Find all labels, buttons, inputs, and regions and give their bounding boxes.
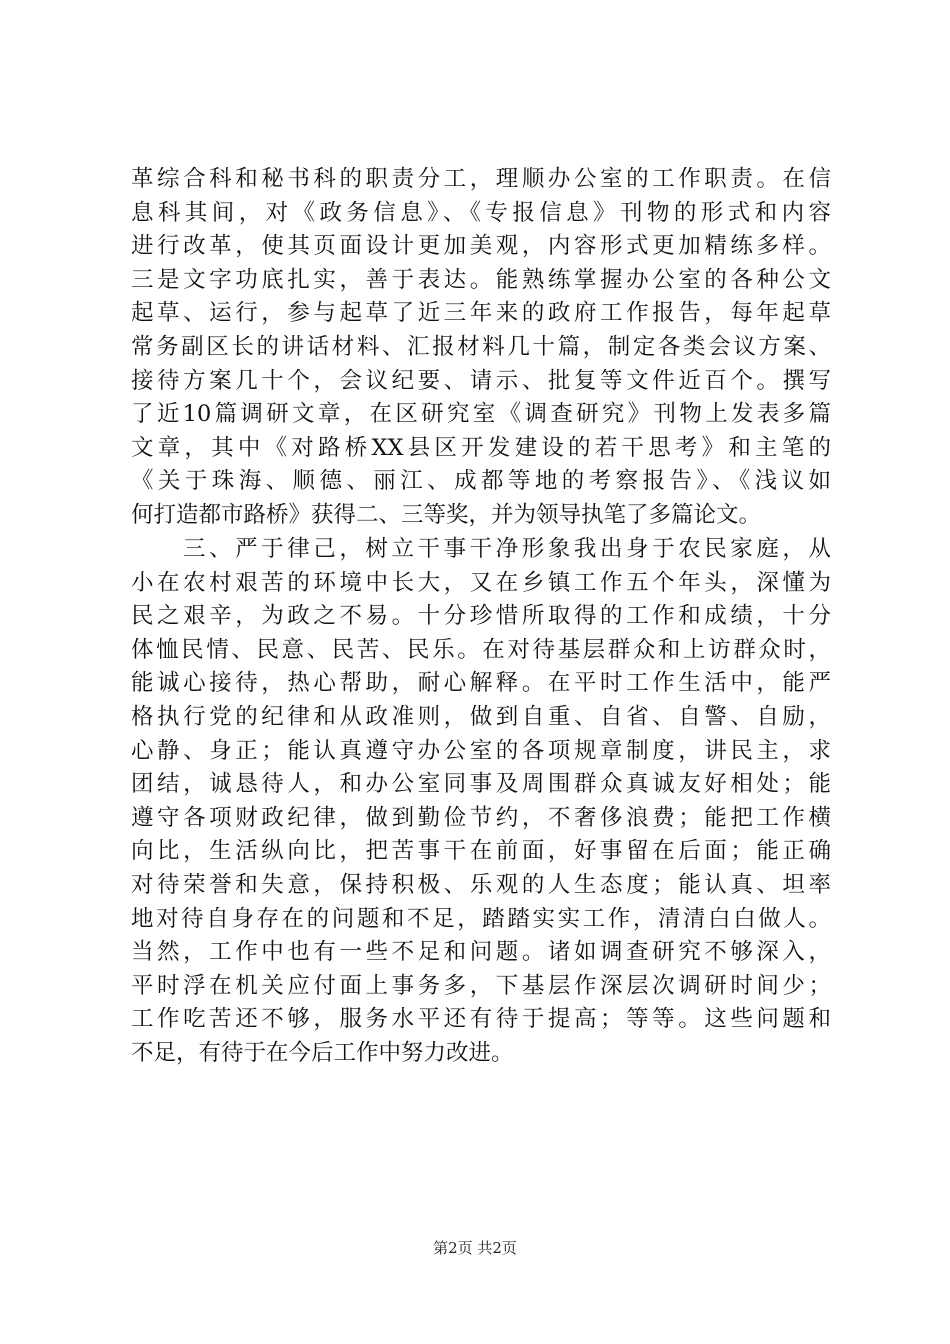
text-line: 小在农村艰苦的环境中长大，又在乡镇工作五个年头，深懂为 <box>131 569 831 596</box>
text-line: 对待荣誉和失意，保持积极、乐观的人生态度；能认真、坦率 <box>131 871 831 898</box>
text-line: 文章，其中《对路桥XX县区开发建设的若干思考》和主笔的 <box>131 434 831 461</box>
text-line: 格执行党的纪律和从政准则，做到自重、自省、自警、自励， <box>131 703 831 730</box>
text-line: 三、严于律己，树立干事干净形象我出身于农民家庭，从 <box>183 536 831 562</box>
text-line: 起草、运行，参与起草了近三年来的政府工作报告，每年起草 <box>131 300 831 327</box>
text-line: 接待方案几十个，会议纪要、请示、批复等文件近百个。撰写 <box>131 367 831 394</box>
paragraph-2 <box>131 533 831 1071</box>
text-line: 三是文字功底扎实，善于表达。能熟练掌握办公室的各种公文 <box>131 266 831 293</box>
text-line: 常务副区长的讲话材料、汇报材料几十篇，制定各类会议方案、 <box>131 333 831 360</box>
text-line: 革综合科和秘书科的职责分工，理顺办公室的工作职责。在信 <box>131 166 831 192</box>
text-line: 《关于珠海、顺德、丽江、成都等地的考察报告》、《浅议如 <box>131 468 831 495</box>
text-line: 不足，有待于在今后工作中努力改进。 <box>131 1039 514 1066</box>
text-line: 当然，工作中也有一些不足和问题。诸如调查研究不够深入， <box>131 939 831 966</box>
text-line: 体恤民情、民意、民苦、民乐。在对待基层群众和上访群众时， <box>131 636 831 663</box>
text-line: 民之艰辛，为政之不易。十分珍惜所取得的工作和成绩，十分 <box>131 603 831 630</box>
text-line: 息科其间，对《政务信息》、《专报信息》刊物的形式和内容 <box>131 199 831 226</box>
text-line: 何打造都市路桥》获得二、三等奖，并为领导执笔了多篇论文。 <box>131 501 762 528</box>
text-line: 地对待自身存在的问题和不足，踏踏实实工作，清清白白做人。 <box>131 905 831 932</box>
text-line: 心静、身正；能认真遵守办公室的各项规章制度，讲民主，求 <box>131 737 831 764</box>
text-line: 能诚心接待，热心帮助，耐心解释。在平时工作生活中，能严 <box>131 670 831 697</box>
text-line: 遵守各项财政纪律，做到勤俭节约，不奢侈浪费；能把工作横 <box>131 804 831 831</box>
page-footer: 第2页 共2页 <box>433 1239 517 1257</box>
paragraph-1 <box>131 163 831 533</box>
text-line: 进行改革，使其页面设计更加美观，内容形式更加精练多样。 <box>131 233 831 260</box>
text-line: 平时浮在机关应付面上事务多，下基层作深层次调研时间少； <box>131 972 831 999</box>
text-line: 向比，生活纵向比，把苦事干在前面，好事留在后面；能正确 <box>131 838 831 865</box>
text-line: 团结，诚恳待人，和办公室同事及周围群众真诚友好相处；能 <box>131 771 831 798</box>
text-line: 了近10篇调研文章，在区研究室《调查研究》刊物上发表多篇 <box>131 401 831 428</box>
text-line: 工作吃苦还不够，服务水平还有待于提高；等等。这些问题和 <box>131 1006 831 1033</box>
